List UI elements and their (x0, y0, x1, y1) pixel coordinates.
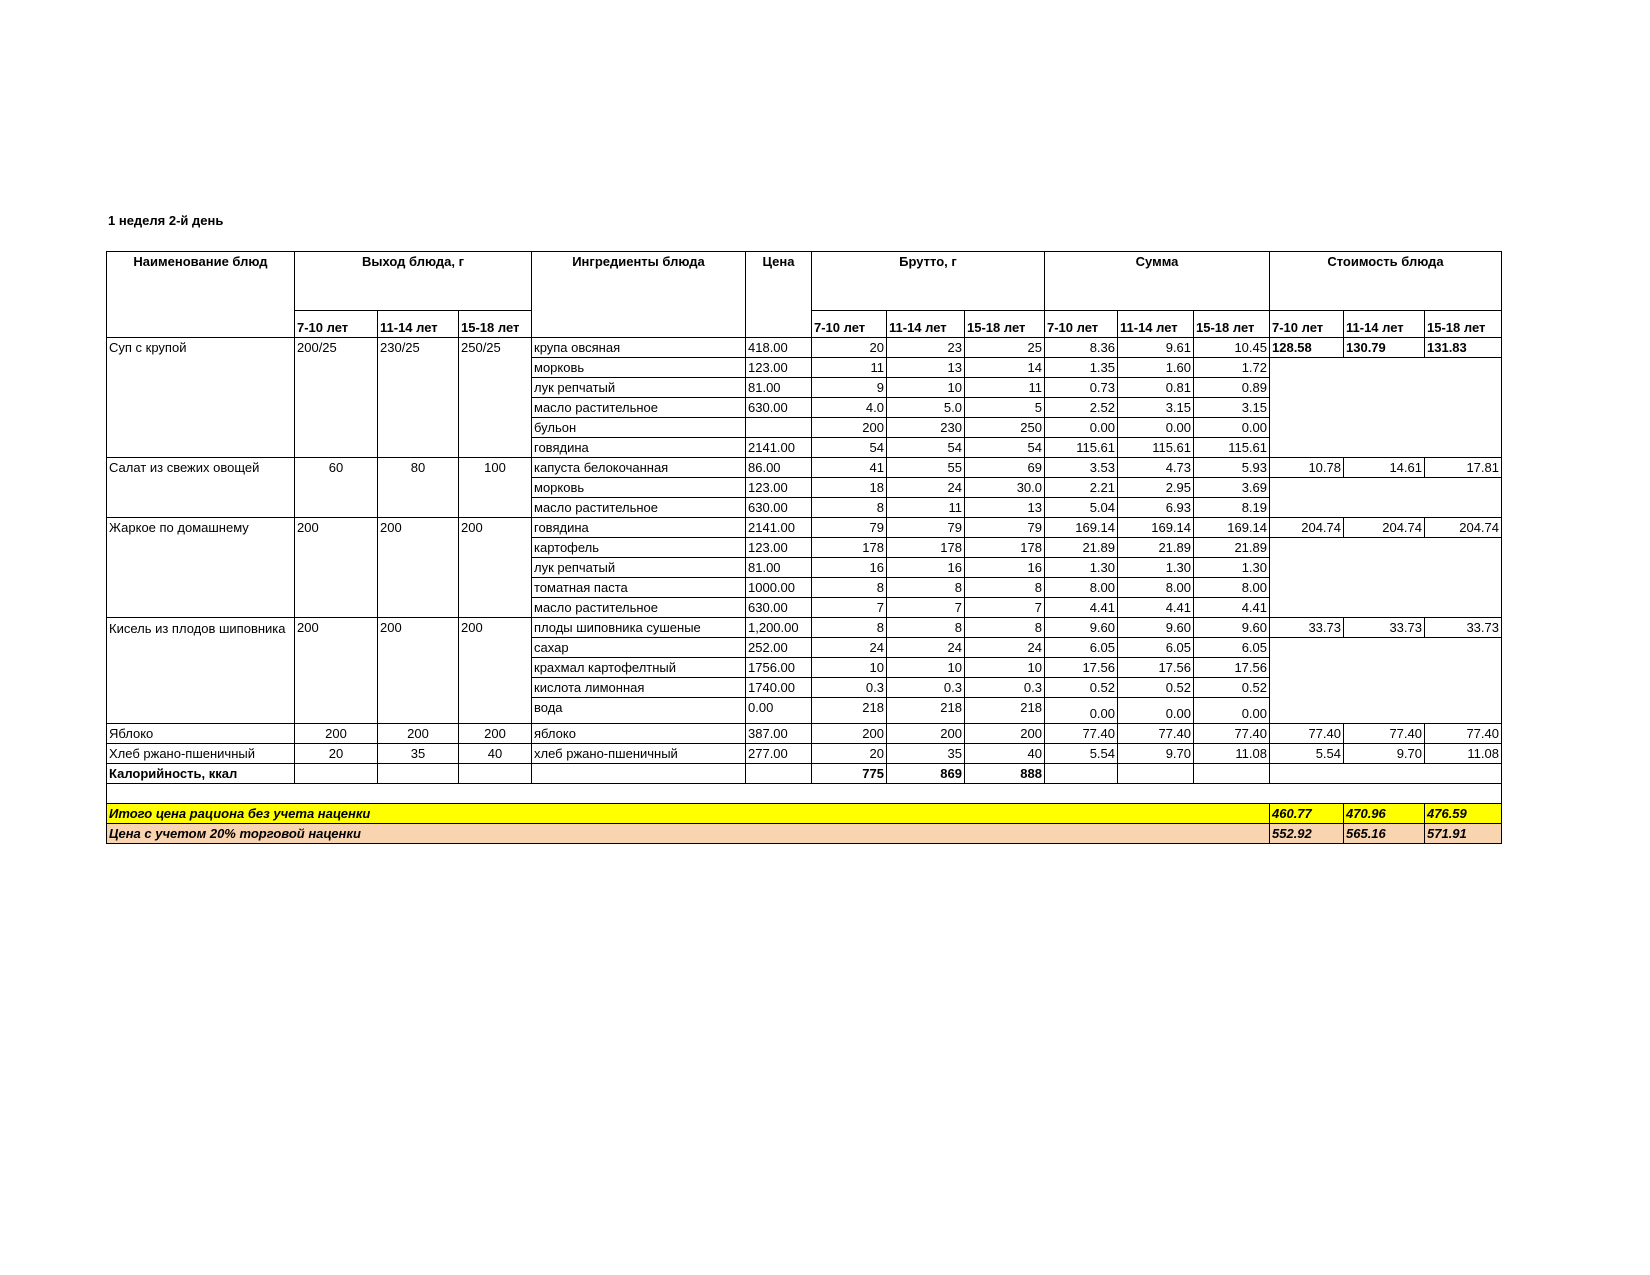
header-age-group: 11-14 лет (887, 311, 965, 338)
ingredient-gross: 230 (887, 418, 965, 438)
dish-cost: 204.74 (1425, 518, 1502, 538)
ingredient-sum: 0.52 (1045, 678, 1118, 698)
ingredient-sum: 5.04 (1045, 498, 1118, 518)
ingredient-name: сахар (532, 638, 746, 658)
ingredient-sum: 10.45 (1194, 338, 1270, 358)
ingredient-price: 123.00 (746, 478, 812, 498)
ingredient-sum: 5.54 (1045, 744, 1118, 764)
ingredient-sum: 1.30 (1045, 558, 1118, 578)
total-value: 470.96 (1344, 804, 1425, 824)
ingredient-name: хлеб ржано-пшеничный (532, 744, 746, 764)
header-cost: Стоимость блюда (1270, 252, 1502, 311)
ingredient-sum: 1.60 (1118, 358, 1194, 378)
header-age-group: 7-10 лет (812, 311, 887, 338)
header-age-group: 15-18 лет (459, 311, 532, 338)
empty-cell (295, 764, 378, 784)
ingredient-gross: 8 (812, 498, 887, 518)
header-sum: Сумма (1045, 252, 1270, 311)
header-gross: Брутто, г (812, 252, 1045, 311)
ingredient-sum: 9.70 (1118, 744, 1194, 764)
dish-yield: 35 (378, 744, 459, 764)
table-row (107, 618, 1502, 638)
dish-yield: 200/25 (295, 338, 378, 458)
ingredient-sum: 6.05 (1045, 638, 1118, 658)
ingredient-gross: 11 (812, 358, 887, 378)
dish-yield: 250/25 (459, 338, 532, 458)
header-ingredients: Ингредиенты блюда (532, 252, 746, 338)
ingredient-name: говядина (532, 438, 746, 458)
calories-label: Калорийность, ккал (107, 764, 295, 784)
dish-cost: 77.40 (1270, 724, 1344, 744)
ingredient-sum: 17.56 (1045, 658, 1118, 678)
ingredient-sum: 9.60 (1118, 618, 1194, 638)
ingredient-price: 1000.00 (746, 578, 812, 598)
dish-name: Кисель из плодов шиповника (107, 618, 295, 724)
header-age-group: 7-10 лет (1270, 311, 1344, 338)
ingredient-gross: 14 (965, 358, 1045, 378)
ingredient-gross: 178 (965, 538, 1045, 558)
ingredient-gross: 8 (887, 618, 965, 638)
ingredient-name: плоды шиповника сушеные (532, 618, 746, 638)
ingredient-sum: 0.52 (1194, 678, 1270, 698)
ingredient-sum: 2.52 (1045, 398, 1118, 418)
ingredient-sum: 2.21 (1045, 478, 1118, 498)
ingredient-gross: 8 (965, 578, 1045, 598)
ingredient-sum: 77.40 (1118, 724, 1194, 744)
ingredient-name: картофель (532, 538, 746, 558)
ingredient-sum: 77.40 (1045, 724, 1118, 744)
ingredient-price: 81.00 (746, 558, 812, 578)
ingredient-name: морковь (532, 358, 746, 378)
ingredient-gross: 0.3 (812, 678, 887, 698)
calories-value: 888 (965, 764, 1045, 784)
empty-cell (378, 764, 459, 784)
ingredient-sum: 0.89 (1194, 378, 1270, 398)
dish-cost: 10.78 (1270, 458, 1344, 478)
dish-cost: 14.61 (1344, 458, 1425, 478)
page-title: 1 неделя 2-й день (108, 213, 224, 228)
ingredient-gross: 250 (965, 418, 1045, 438)
ingredient-gross: 9 (812, 378, 887, 398)
ingredient-sum: 4.73 (1118, 458, 1194, 478)
dish-yield: 60 (295, 458, 378, 518)
dish-yield: 80 (378, 458, 459, 518)
dish-yield: 200 (378, 518, 459, 618)
ingredient-sum: 0.00 (1118, 418, 1194, 438)
empty-cell (1045, 764, 1118, 784)
ingredient-price: 630.00 (746, 398, 812, 418)
ingredient-gross: 4.0 (812, 398, 887, 418)
ingredient-sum: 1.30 (1194, 558, 1270, 578)
dish-yield: 200 (378, 618, 459, 724)
ingredient-gross: 7 (965, 598, 1045, 618)
ingredient-gross: 8 (887, 578, 965, 598)
header-age-group: 11-14 лет (378, 311, 459, 338)
ingredient-sum: 8.00 (1045, 578, 1118, 598)
markup-value: 571.91 (1425, 824, 1502, 844)
markup-value: 552.92 (1270, 824, 1344, 844)
ingredient-name: вода (532, 698, 746, 724)
dish-name: Суп с крупой (107, 338, 295, 458)
ingredient-sum: 1.72 (1194, 358, 1270, 378)
ingredient-gross: 200 (812, 724, 887, 744)
ingredient-gross: 20 (812, 338, 887, 358)
dish-cost: 204.74 (1344, 518, 1425, 538)
header-age-group: 11-14 лет (1118, 311, 1194, 338)
dish-yield: 20 (295, 744, 378, 764)
empty-cost-area (1270, 638, 1502, 724)
total-value: 460.77 (1270, 804, 1344, 824)
ingredient-sum: 6.05 (1118, 638, 1194, 658)
dish-cost: 77.40 (1425, 724, 1502, 744)
ingredient-sum: 3.53 (1045, 458, 1118, 478)
dish-cost: 130.79 (1344, 338, 1425, 358)
header-age-group: 7-10 лет (295, 311, 378, 338)
ingredient-sum: 0.00 (1045, 698, 1118, 724)
ingredient-gross: 178 (812, 538, 887, 558)
ingredient-gross: 41 (812, 458, 887, 478)
ingredient-gross: 79 (812, 518, 887, 538)
ingredient-gross: 24 (965, 638, 1045, 658)
ingredient-gross: 5.0 (887, 398, 965, 418)
header-age-group: 7-10 лет (1045, 311, 1118, 338)
ingredient-sum: 8.00 (1194, 578, 1270, 598)
ingredient-gross: 24 (812, 638, 887, 658)
calories-row (107, 764, 1502, 784)
ingredient-gross: 23 (887, 338, 965, 358)
empty-cell (532, 764, 746, 784)
ingredient-sum: 9.61 (1118, 338, 1194, 358)
ingredient-gross: 69 (965, 458, 1045, 478)
dish-name: Яблоко (107, 724, 295, 744)
table-row (107, 458, 1502, 478)
ingredient-sum: 8.19 (1194, 498, 1270, 518)
markup-label: Цена с учетом 20% торговой наценки (107, 824, 1270, 844)
ingredient-gross: 16 (965, 558, 1045, 578)
ingredient-gross: 24 (887, 638, 965, 658)
ingredient-gross: 30.0 (965, 478, 1045, 498)
ingredient-gross: 25 (965, 338, 1045, 358)
dish-yield: 40 (459, 744, 532, 764)
ingredient-price: 123.00 (746, 358, 812, 378)
dish-yield: 200 (378, 724, 459, 744)
dish-yield: 200 (459, 618, 532, 724)
ingredient-name: лук репчатый (532, 558, 746, 578)
ingredient-gross: 218 (812, 698, 887, 724)
ingredient-sum: 169.14 (1194, 518, 1270, 538)
header-price: Цена (746, 252, 812, 338)
ingredient-sum: 0.73 (1045, 378, 1118, 398)
ingredient-name: кислота лимонная (532, 678, 746, 698)
ingredient-gross: 16 (887, 558, 965, 578)
ingredient-price: 2141.00 (746, 438, 812, 458)
ingredient-sum: 115.61 (1045, 438, 1118, 458)
ingredient-price: 0.00 (746, 698, 812, 724)
ingredient-gross: 54 (887, 438, 965, 458)
spacer-row (107, 784, 1502, 804)
ingredient-sum: 9.60 (1194, 618, 1270, 638)
ingredient-sum: 169.14 (1045, 518, 1118, 538)
empty-cost-area (1270, 538, 1502, 618)
ingredient-sum: 0.00 (1118, 698, 1194, 724)
ingredient-sum: 4.41 (1045, 598, 1118, 618)
calories-value: 869 (887, 764, 965, 784)
header-age-group: 15-18 лет (1194, 311, 1270, 338)
dish-yield: 200 (459, 724, 532, 744)
ingredient-name: бульон (532, 418, 746, 438)
table-row (107, 518, 1502, 538)
dish-yield: 200 (295, 724, 378, 744)
ingredient-price: 630.00 (746, 598, 812, 618)
dish-name: Салат из свежих овощей (107, 458, 295, 518)
total-row (107, 804, 1502, 824)
ingredient-sum: 169.14 (1118, 518, 1194, 538)
spacer-cell (107, 784, 1502, 804)
dish-cost: 33.73 (1270, 618, 1344, 638)
dish-cost: 128.58 (1270, 338, 1344, 358)
ingredient-sum: 115.61 (1118, 438, 1194, 458)
dish-cost: 131.83 (1425, 338, 1502, 358)
ingredient-sum: 3.15 (1118, 398, 1194, 418)
dish-cost: 77.40 (1344, 724, 1425, 744)
ingredient-name: масло растительное (532, 598, 746, 618)
ingredient-gross: 10 (812, 658, 887, 678)
ingredient-price: 1756.00 (746, 658, 812, 678)
dish-cost: 17.81 (1425, 458, 1502, 478)
dish-yield: 200 (295, 518, 378, 618)
ingredient-sum: 21.89 (1045, 538, 1118, 558)
dish-yield: 230/25 (378, 338, 459, 458)
ingredient-gross: 16 (812, 558, 887, 578)
ingredient-sum: 0.00 (1045, 418, 1118, 438)
empty-cell (1270, 764, 1502, 784)
ingredient-gross: 218 (965, 698, 1045, 724)
ingredient-name: масло растительное (532, 498, 746, 518)
ingredient-gross: 7 (812, 598, 887, 618)
ingredient-sum: 0.52 (1118, 678, 1194, 698)
header-row (107, 252, 1502, 311)
table-row (107, 724, 1502, 744)
header-yield: Выход блюда, г (295, 252, 532, 311)
ingredient-sum: 1.30 (1118, 558, 1194, 578)
ingredient-sum: 5.93 (1194, 458, 1270, 478)
ingredient-gross: 200 (887, 724, 965, 744)
ingredient-sum: 17.56 (1194, 658, 1270, 678)
ingredient-sum: 115.61 (1194, 438, 1270, 458)
ingredient-gross: 79 (887, 518, 965, 538)
empty-cell (1118, 764, 1194, 784)
ingredient-sum: 4.41 (1118, 598, 1194, 618)
dish-cost: 33.73 (1344, 618, 1425, 638)
ingredient-sum: 8.36 (1045, 338, 1118, 358)
table-row (107, 338, 1502, 358)
ingredient-sum: 3.15 (1194, 398, 1270, 418)
total-label: Итого цена рациона без учета наценки (107, 804, 1270, 824)
dish-name: Хлеб ржано-пшеничный (107, 744, 295, 764)
dish-name: Жаркое по домашнему (107, 518, 295, 618)
ingredient-gross: 218 (887, 698, 965, 724)
ingredient-gross: 10 (887, 378, 965, 398)
ingredient-gross: 200 (812, 418, 887, 438)
ingredient-sum: 0.00 (1194, 418, 1270, 438)
ingredient-sum: 2.95 (1118, 478, 1194, 498)
ingredient-price: 418.00 (746, 338, 812, 358)
dish-yield: 200 (459, 518, 532, 618)
ingredient-price: 86.00 (746, 458, 812, 478)
calories-value: 775 (812, 764, 887, 784)
ingredient-sum: 1.35 (1045, 358, 1118, 378)
header-age-group: 11-14 лет (1344, 311, 1425, 338)
ingredient-name: говядина (532, 518, 746, 538)
dish-yield: 200 (295, 618, 378, 724)
ingredient-gross: 5 (965, 398, 1045, 418)
dish-cost: 11.08 (1425, 744, 1502, 764)
ingredient-name: морковь (532, 478, 746, 498)
ingredient-gross: 20 (812, 744, 887, 764)
ingredient-gross: 55 (887, 458, 965, 478)
ingredient-gross: 10 (965, 658, 1045, 678)
ingredient-gross: 35 (887, 744, 965, 764)
menu-table (106, 251, 1502, 844)
ingredient-gross: 79 (965, 518, 1045, 538)
ingredient-price: 1,200.00 (746, 618, 812, 638)
ingredient-sum: 6.93 (1118, 498, 1194, 518)
ingredient-name: масло растительное (532, 398, 746, 418)
ingredient-sum: 6.05 (1194, 638, 1270, 658)
empty-cost-area (1270, 358, 1502, 458)
markup-row (107, 824, 1502, 844)
empty-cost-area (1270, 478, 1502, 518)
total-value: 476.59 (1425, 804, 1502, 824)
ingredient-gross: 40 (965, 744, 1045, 764)
ingredient-gross: 13 (965, 498, 1045, 518)
ingredient-price: 123.00 (746, 538, 812, 558)
ingredient-name: томатная паста (532, 578, 746, 598)
ingredient-gross: 7 (887, 598, 965, 618)
ingredient-sum: 77.40 (1194, 724, 1270, 744)
header-age-group: 15-18 лет (1425, 311, 1502, 338)
ingredient-name: яблоко (532, 724, 746, 744)
ingredient-gross: 18 (812, 478, 887, 498)
ingredient-gross: 24 (887, 478, 965, 498)
ingredient-name: капуста белокочанная (532, 458, 746, 478)
ingredient-gross: 54 (965, 438, 1045, 458)
header-dish-name: Наименование блюд (107, 252, 295, 338)
ingredient-gross: 0.3 (965, 678, 1045, 698)
ingredient-sum: 21.89 (1118, 538, 1194, 558)
ingredient-gross: 0.3 (887, 678, 965, 698)
ingredient-gross: 54 (812, 438, 887, 458)
ingredient-gross: 178 (887, 538, 965, 558)
ingredient-name: крахмал картофелтный (532, 658, 746, 678)
ingredient-gross: 8 (812, 618, 887, 638)
ingredient-price: 81.00 (746, 378, 812, 398)
header-age-group: 15-18 лет (965, 311, 1045, 338)
ingredient-sum: 0.00 (1194, 698, 1270, 724)
dish-cost: 9.70 (1344, 744, 1425, 764)
ingredient-price: 387.00 (746, 724, 812, 744)
ingredient-gross: 8 (812, 578, 887, 598)
ingredient-gross: 11 (965, 378, 1045, 398)
ingredient-sum: 17.56 (1118, 658, 1194, 678)
ingredient-name: крупа овсяная (532, 338, 746, 358)
ingredient-price (746, 418, 812, 438)
empty-cell (459, 764, 532, 784)
ingredient-sum: 0.81 (1118, 378, 1194, 398)
empty-cell (1194, 764, 1270, 784)
empty-cell (746, 764, 812, 784)
table-row (107, 744, 1502, 764)
ingredient-sum: 3.69 (1194, 478, 1270, 498)
markup-value: 565.16 (1344, 824, 1425, 844)
ingredient-sum: 21.89 (1194, 538, 1270, 558)
dish-cost: 204.74 (1270, 518, 1344, 538)
ingredient-price: 1740.00 (746, 678, 812, 698)
ingredient-gross: 200 (965, 724, 1045, 744)
ingredient-gross: 13 (887, 358, 965, 378)
dish-cost: 33.73 (1425, 618, 1502, 638)
ingredient-price: 252.00 (746, 638, 812, 658)
ingredient-sum: 11.08 (1194, 744, 1270, 764)
dish-yield: 100 (459, 458, 532, 518)
ingredient-sum: 8.00 (1118, 578, 1194, 598)
ingredient-gross: 8 (965, 618, 1045, 638)
ingredient-price: 277.00 (746, 744, 812, 764)
ingredient-sum: 4.41 (1194, 598, 1270, 618)
dish-cost: 5.54 (1270, 744, 1344, 764)
ingredient-gross: 11 (887, 498, 965, 518)
ingredient-price: 2141.00 (746, 518, 812, 538)
ingredient-name: лук репчатый (532, 378, 746, 398)
ingredient-gross: 10 (887, 658, 965, 678)
ingredient-price: 630.00 (746, 498, 812, 518)
ingredient-sum: 9.60 (1045, 618, 1118, 638)
